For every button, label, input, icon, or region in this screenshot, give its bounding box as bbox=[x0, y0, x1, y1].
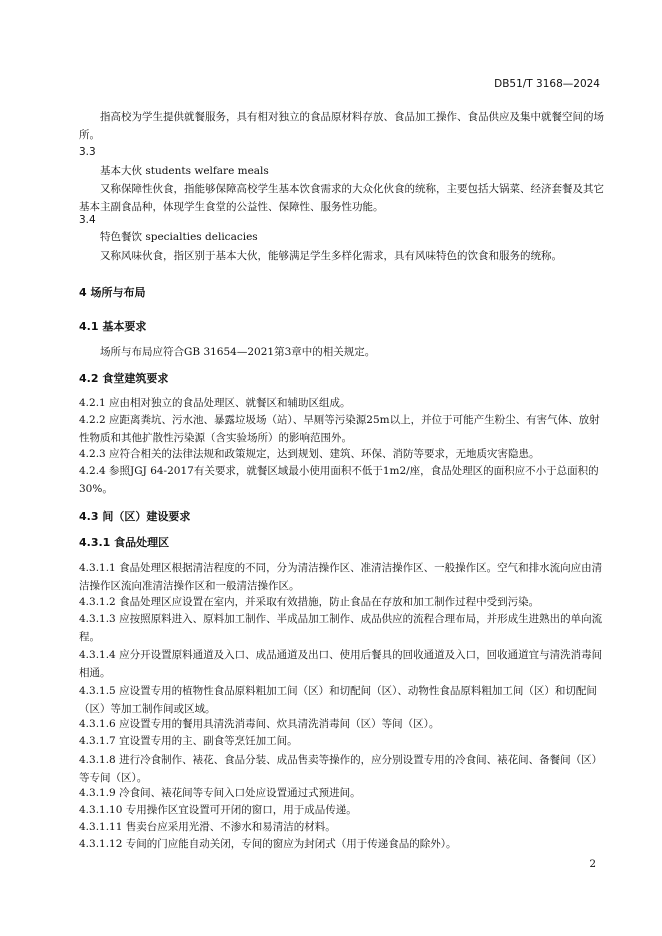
clause-3-4-number: 3.4 bbox=[79, 214, 96, 226]
clause-4-3-1-2: 4.3.1.2 食品处理区应设置在室内，并采取有效措施，防止食品在存放和加工制作过程中受到污染。 bbox=[79, 596, 540, 608]
clause-4-3-1-10: 4.3.1.10 专用操作区宜设置可开闭的窗口，用于成品传递。 bbox=[79, 804, 357, 816]
clause-4-3-1-8: 4.3.1.8 进行冷食制作、裱花、食品分装、成品售卖等操作的，应分别设置专用的冷食间、裱花间、备餐间（区）等专间（区）。 bbox=[79, 754, 603, 784]
clause-4-2-1: 4.2.1 应由相对独立的食品处理区、就餐区和辅助区组成。 bbox=[79, 397, 351, 409]
clause-4-3-1-4: 4.3.1.4 应分开设置原料通道及入口、成品通道及出口、使用后餐具的回收通道及入口，回收通道宜与清洗消毒间相通。 bbox=[79, 649, 603, 679]
document-id-header: DB51/T 3168—2024 bbox=[494, 78, 600, 90]
clause-4-3-1-1: 4.3.1.1 食品处理区根据清洁程度的不同，分为清洁操作区、准清洁操作区、一般操作区。空气和排水流向应由清洁操作区流向准清洁操作区和一般清洁操作区。 bbox=[79, 562, 603, 592]
clause-4-3-1-5: 4.3.1.5 应设置专用的植物性食品原料粗加工间（区）和切配间（区）、动物性食品原料粗加工间（区）和切配间（区）等加工制作间或区域。 bbox=[79, 685, 597, 715]
definition-3-2-text: 指高校为学生提供就餐服务，具有相对独立的食品原材料存放、食品加工操作、食品供应及集中就餐空间的场所。 bbox=[79, 111, 604, 141]
section-4-1-heading: 4.1 基本要求 bbox=[79, 320, 147, 333]
clause-4-3-1-12: 4.3.1.12 专间的门应能自动关闭，专间的窗应为封闭式（用于传递食品的除外）。 bbox=[79, 838, 457, 850]
clause-4-2-4: 4.2.4 参照JGJ 64-2017有关要求，就餐区域最小使用面积不低于1m2/座，食品处理区的面积应不小于总面积的30%。 bbox=[79, 465, 599, 495]
clause-3-3-number: 3.3 bbox=[79, 146, 96, 158]
section-4-3-heading: 4.3 间（区）建设要求 bbox=[79, 510, 191, 523]
clause-4-3-1-11: 4.3.1.11 售卖台应采用光滑、不渗水和易清洁的材料。 bbox=[79, 821, 336, 833]
definition-3-4-text: 又称风味伙食，指区别于基本大伙，能够满足学生多样化需求，具有风味特色的饮食和服务的统称。 bbox=[100, 250, 562, 262]
section-4-heading: 4 场所与布局 bbox=[79, 286, 146, 299]
page-number: 2 bbox=[589, 858, 596, 870]
section-4-1-text: 场所与布局应符合GB 31654—2021第3章中的相关规定。 bbox=[100, 346, 376, 358]
clause-4-3-1-3: 4.3.1.3 应按照原料进入、原料加工制作、半成品加工制作、成品供应的流程合理布局，并形成生进熟出的单向流程。 bbox=[79, 613, 603, 643]
clause-4-3-1-9: 4.3.1.9 冷食间、裱花间等专间入口处应设置通过式预进间。 bbox=[79, 787, 361, 799]
clause-4-2-3: 4.2.3 应符合相关的法律法规和政策规定，达到规划、建筑、环保、消防等要求，无地质灾害隐患。 bbox=[79, 448, 540, 460]
clause-4-2-2: 4.2.2 应距离粪坑、污水池、暴露垃圾场（站）、旱厕等污染源25m以上，并位于可能产生粉尘、有害气体、放射性物质和其他扩散性污染源（含实验场所）的影响范围外。 bbox=[79, 414, 600, 444]
clause-4-3-1-6: 4.3.1.6 应设置专用的餐用具清洗消毒间、炊具清洗消毒间（区）等间（区）。 bbox=[79, 718, 440, 730]
definition-3-3-text: 又称保障性伙食，指能够保障高校学生基本饮食需求的大众化伙食的统称，主要包括大锅菜、经济套餐及其它基本主副食品种，体现学生食堂的公益性、保障性、服务性功能。 bbox=[79, 183, 604, 213]
section-4-2-heading: 4.2 食堂建筑要求 bbox=[79, 372, 169, 385]
clause-3-4-term: 特色餐饮 specialties delicacies bbox=[100, 231, 258, 243]
clause-4-3-1-7: 4.3.1.7 宜设置专用的主、副食等烹饪加工间。 bbox=[79, 735, 298, 747]
section-4-3-1-heading: 4.3.1 食品处理区 bbox=[79, 536, 170, 549]
clause-3-3-term: 基本大伙 students welfare meals bbox=[100, 165, 269, 177]
